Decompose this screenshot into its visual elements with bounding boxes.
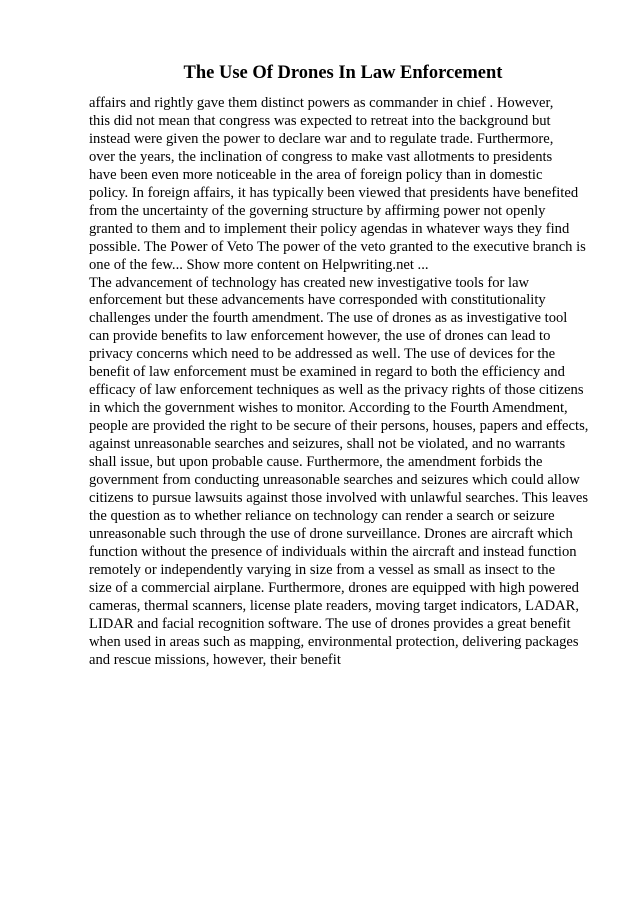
text-line: privacy concerns which need to be addressed as well. The use of devices for the xyxy=(89,346,556,363)
text-line: efficacy of law enforcement techniques as well as the privacy rights of those citizens xyxy=(89,382,584,399)
text-line: in which the government wishes to monitor. According to the Fourth Amendment, xyxy=(89,400,568,417)
text-line: LIDAR and facial recognition software. The use of drones provides a great benefit xyxy=(89,615,571,632)
text-line: remotely or independently varying in size from a vessel as small as insect to the xyxy=(89,561,556,578)
text-line: one of the few... Show more content on Helpwriting.net ... xyxy=(89,256,429,273)
text-line: over the years, the inclination of congress to make vast allotments to presidents xyxy=(89,148,553,165)
text-line: citizens to pursue lawsuits against those involved with unlawful searches. This leaves xyxy=(89,489,589,506)
text-line: against unreasonable searches and seizures, shall not be violated, and no warrants xyxy=(89,436,566,453)
text-line: have been even more noticeable in the area of foreign policy than in domestic xyxy=(89,166,543,183)
text-line: can provide benefits to law enforcement however, the use of drones can lead to xyxy=(89,328,551,345)
text-line: the question as to whether reliance on technology can render a search or seizure xyxy=(89,507,555,524)
document-body xyxy=(89,95,609,670)
text-line: cameras, thermal scanners, license plate readers, moving target indicators, LADAR, xyxy=(89,597,580,614)
text-line: affairs and rightly gave them distinct powers as commander in chief . However, xyxy=(89,95,554,111)
text-line: shall issue, but upon probable cause. Furthermore, the amendment forbids the xyxy=(89,454,543,471)
text-line: when used in areas such as mapping, environmental protection, delivering packages xyxy=(89,633,579,650)
text-line: enforcement but these advancements have corresponded with constitutionality xyxy=(89,292,546,309)
document-title: The Use Of Drones In Law Enforcement xyxy=(183,63,503,83)
text-line: people are provided the right to be secure of their persons, houses, papers and effects, xyxy=(89,418,589,435)
text-line: this did not mean that congress was expected to retreat into the background but xyxy=(89,112,551,129)
text-line: instead were given the power to declare war and to regulate trade. Furthermore, xyxy=(89,130,554,147)
text-line: size of a commercial airplane. Furthermore, drones are equipped with high powered xyxy=(89,579,579,596)
text-line: policy. In foreign affairs, it has typically been viewed that presidents have benefited xyxy=(89,184,579,201)
text-line: from the uncertainty of the governing structure by affirming power not openly xyxy=(89,202,546,219)
text-line: The advancement of technology has created new investigative tools for law xyxy=(89,274,530,291)
text-line: granted to them and to implement their policy agendas in whatever ways they find xyxy=(89,220,570,237)
text-line: possible. The Power of Veto The power of the veto granted to the executive branch is xyxy=(89,238,586,255)
text-line: and rescue missions, however, their benefit xyxy=(89,651,341,668)
text-line: function without the presence of individuals within the aircraft and instead function xyxy=(89,543,577,560)
text-line: benefit of law enforcement must be examined in regard to both the efficiency and xyxy=(89,364,565,381)
text-line: unreasonable such through the use of drone surveillance. Drones are aircraft which xyxy=(89,525,573,542)
text-line: government from conducting unreasonable searches and seizures which could allow xyxy=(89,472,580,489)
text-line: challenges under the fourth amendment. The use of drones as as investigative tool xyxy=(89,310,568,327)
